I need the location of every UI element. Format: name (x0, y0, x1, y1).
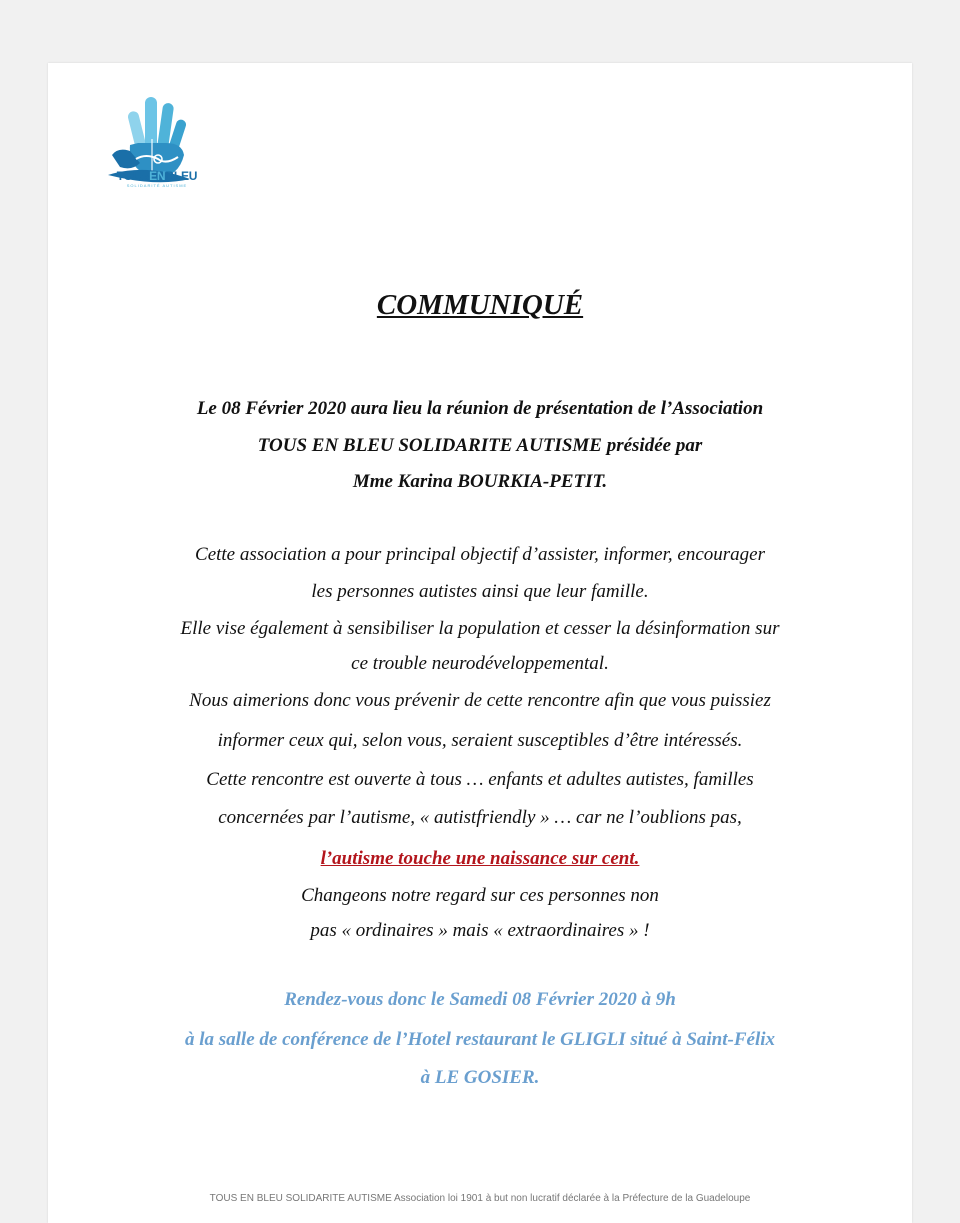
highlight-text: l’autisme touche une naissance sur cent. (320, 848, 640, 869)
document-page (48, 63, 912, 1223)
logo-name: TOUSENBLEU (116, 169, 198, 183)
rdv-line-2: à la salle de conférence de l’Hotel restaurant le GLIGLI situé à Saint-Félix (184, 1029, 776, 1050)
logo-tagline: SOLIDARITÉ AUTISME (126, 183, 188, 188)
document-title: COMMUNIQUÉ (376, 289, 584, 321)
body-line-5: Nous aimerions donc vous prévenir de cette rencontre afin que vous puissiez (189, 690, 771, 711)
body-line-2: les personnes autistes ainsi que leur famille. (311, 581, 649, 602)
footer-text: TOUS EN BLEU SOLIDARITE AUTISME Association loi 1901 à but non lucratif déclarée à la Préfecture de la Guadeloupe (209, 1193, 751, 1204)
rdv-line-3: à LE GOSIER. (420, 1067, 540, 1088)
body-line-7: Cette rencontre est ouverte à tous … enfants et adultes autistes, familles (206, 769, 754, 790)
closing-line-2: pas « ordinaires » mais « extraordinaires » ! (310, 920, 650, 941)
highlight-line (48, 848, 912, 870)
closing-line-1: Changeons notre regard sur ces personnes non (301, 885, 659, 906)
body-line-4: ce trouble neurodéveloppemental. (351, 653, 609, 674)
body-line-3: Elle vise également à sensibiliser la population et cesser la désinformation sur (180, 618, 780, 639)
intro-line-1: Le 08 Février 2020 aura lieu la réunion de présentation de l’Association (196, 398, 764, 419)
body-line-1: Cette association a pour principal objectif d’assister, informer, encourager (195, 544, 765, 565)
intro-line-3: Mme Karina BOURKIA-PETIT. (352, 471, 608, 492)
rdv-line-1: Rendez-vous donc le Samedi 08 Février 2020 à 9h (284, 989, 676, 1010)
body-line-6: informer ceux qui, selon vous, seraient susceptibles d’être intéressés. (217, 730, 743, 751)
body-line-8: concernées par l’autisme, « autistfriendly » … car ne l’oublions pas, (218, 807, 742, 828)
intro-line-2: TOUS EN BLEU SOLIDARITE AUTISME présidée par (257, 435, 703, 456)
